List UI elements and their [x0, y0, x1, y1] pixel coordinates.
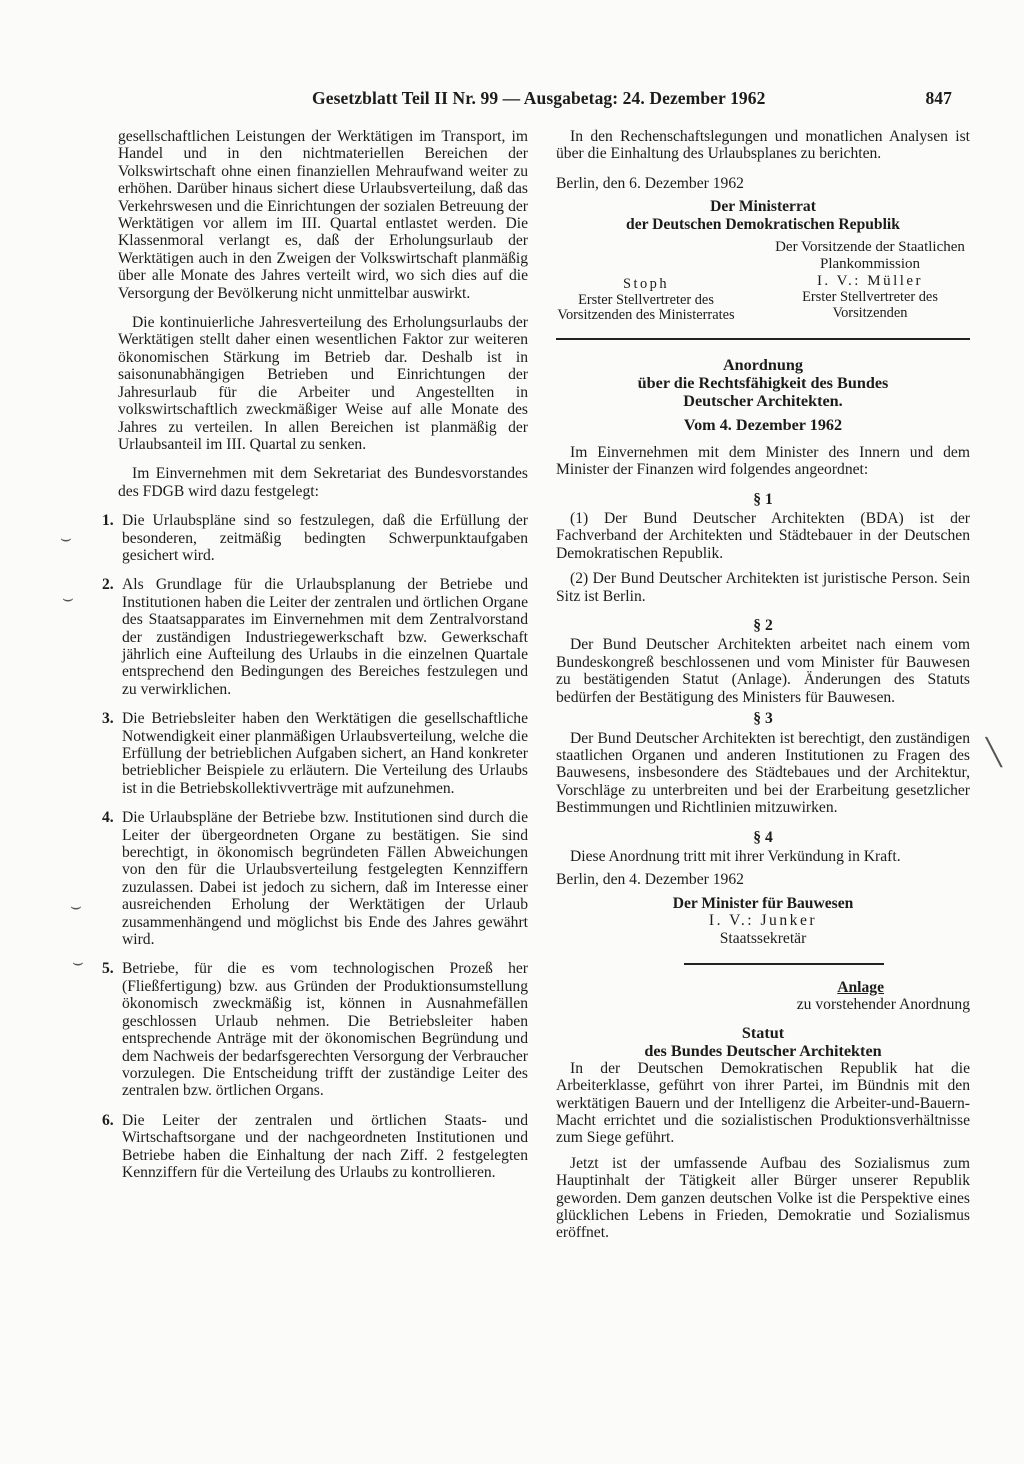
section-2-paragraph: Der Bund Deutscher Architekten arbeitet nach einem vom Bundeskongreß beschlossenen und vom Minister für Bauwesen zu bestätigenden Statut (Anlage). Änderungen des Statuts bedürfen der Bestätigung des Ministers für Bauwesen. [556, 636, 970, 706]
section-3-mark: § 3 [753, 710, 773, 728]
left-paragraph-3: Im Einvernehmen mit dem Sekretariat des Bundesvorstandes des FDGB wird dazu festgelegt: [118, 465, 528, 500]
signature-right-name: I. V.: Müller [816, 273, 924, 290]
margin-mark-icon: ╲ [986, 738, 1002, 768]
section-1-paragraph-1: (1) Der Bund Deutscher Architekten (BDA) ist der Fachverband der Architekten und Städtebauer in der Deutschen Demokratischen Republik. [556, 510, 970, 562]
list-item-number: 1. [102, 512, 114, 530]
ordinance-title-1: Anordnung [722, 355, 804, 374]
ordinance-title-3: Deutscher Architekten. [683, 391, 843, 410]
list-item [102, 576, 528, 698]
signature-left-title: Erster Stellvertreter des Vorsitzenden des Ministerrates [557, 291, 735, 324]
right-column [556, 128, 970, 1254]
annex-divider [684, 963, 884, 965]
statute-paragraph-1: In der Deutschen Demokratischen Republik hat die Arbeiterklasse, geführt von ihrer Partei, im Bündnis mit den werktätigen Bauern und der Intelligenz die Arbeiter-und-Bauern-Macht errichtet und die sozialistischen Produktionsverhältnisse zum Siege geführt. [556, 1059, 970, 1147]
signature-left-name: Stoph [622, 276, 670, 293]
list-item-number: 4. [102, 809, 114, 827]
ordinance-title-2: über die Rechtsfähigkeit des Bundes [637, 373, 889, 392]
dateline-1: Berlin, den 6. Dezember 1962 [556, 174, 744, 192]
right-paragraph-1: In den Rechenschaftslegungen und monatlichen Analysen ist über die Einhaltung des Urlaubsplanes zu berichten. [556, 128, 970, 163]
section-4-paragraph: Diese Anordnung tritt mit ihrer Verkündung in Kraft. [570, 847, 901, 865]
section-2-mark: § 2 [753, 617, 773, 635]
list-item-number: 6. [102, 1111, 114, 1129]
list-item [102, 1112, 528, 1182]
signature-right [770, 239, 970, 324]
margin-mark-icon: ⌣ [60, 528, 72, 549]
signature-left [556, 239, 736, 324]
list-item-text: Die Urlaubspläne sind so festzulegen, daß die Erfüllung der besonderen, zeitmäßig bedingten Schwerpunktaufgaben gesichert wird. [122, 512, 528, 564]
left-column [102, 128, 528, 1193]
list-item-number: 2. [102, 576, 114, 594]
council-name-1: Der Ministerrat [710, 198, 816, 216]
margin-mark-icon: ⌣ [62, 588, 74, 609]
list-item-text: Betriebe, für die es vom technologischen Prozeß her (Fließfertigung) bzw. aus Gründen der Produktionsumstellung ökonomisch zweckmäßig ist, können in Ausnahmefällen geschlossen Urlaub nehmen. Die Betriebsleiter haben entsprechende Anträge mit der ökonomischen Begründung und dem Nachweis der bedarfsgerechten Versorgung der Verbraucher vorzulegen. Die Entscheidung trifft der zuständige Leiter des zentralen bzw. örtlichen Organs. [122, 960, 528, 1100]
ordinance-intro: Im Einvernehmen mit dem Minister des Innern und dem Minister der Finanzen wird folgendes angeordnet: [556, 443, 970, 479]
margin-mark-icon: ⌣ [70, 896, 82, 917]
section-1-paragraph-2: (2) Der Bund Deutscher Architekten ist juristische Person. Sein Sitz ist Berlin. [556, 570, 970, 605]
margin-mark-icon: ⌣ [72, 952, 84, 973]
list-item-number: 3. [102, 710, 114, 728]
dateline-2: Berlin, den 4. Dezember 1962 [556, 871, 744, 889]
list-item-text: Die Urlaubspläne der Betriebe bzw. Institutionen sind durch die Leiter der übergeordneten Organe zu bestätigen. Sie sind berechtigt, in ökonomisch begründeten Fällen Abweichungen von den für die Urlaubsverteilung festgelegten Kennziffern zuzulassen. Dabei ist jedoch zu sichern, daß im Interesse einer ausreichenden Erholung der Werktätigen der Urlaub zusammenhängend und möglichst bis Ende des Jahres gewährt wird. [122, 809, 528, 949]
annex-subheading: zu vorstehender Anordnung [796, 996, 970, 1014]
section-1-mark: § 1 [753, 490, 773, 508]
list-item [102, 512, 528, 564]
signature-right-title: Erster Stellvertreter des Vorsitzenden [802, 289, 938, 321]
statute-title-2: des Bundes Deutscher Architekten [644, 1041, 882, 1060]
list-item-text: Als Grundlage für die Urlaubsplanung der Betriebe und Institutionen haben die Leiter der zentralen und örtlichen Organe des Staatsapparates im Einvernehmen mit dem Zentralvorstand der zuständigen Industriegewerkschaft bzw. Gewerkschaft jährlich eine Aufteilung des Urlaubs in die einzelnen Quartale entsprechend den Bedingungen des Bereiches festzulegen und zu verwirklichen. [122, 576, 528, 698]
header-title: Gesetzblatt Teil II Nr. 99 — Ausgabetag: 24. Dezember 1962 [312, 88, 766, 108]
statute-title-1: Statut [741, 1023, 785, 1042]
list-item [102, 809, 528, 948]
left-paragraph-2: Die kontinuierliche Jahresverteilung des Erholungsurlaubs der Werktätigen stellt daher einen wesentlichen Faktor zur weiteren ökonomischen Stärkung im Betrieb dar. Deshalb ist in saisonunabhängigen Betrieben und Einrichtungen der Jahresurlaub für die Arbeiter und Angestellten in volkswirtschaftlich zweckmäßiger Weise auf alle Monate des Jahres zu verteilen. In allen Bereichen ist planmäßig der Urlaubsanteil im III. Quartal zu senken. [118, 314, 528, 453]
page-number: 847 [925, 88, 952, 108]
list-item-text: Die Betriebsleiter haben den Werktätigen die gesellschaftliche Notwendigkeit einer planmäßigen Urlaubsverteilung, welche die Erfüllung der betrieblichen Aufgaben sichert, an Hand konkreter betrieblicher Beispiele zu erläutern. Die Verteilung des Urlaubs ist in die Betriebskollektivverträge mit aufzunehmen. [122, 710, 528, 797]
minister-title: Der Minister für Bauwesen [672, 894, 854, 912]
list-item [102, 960, 528, 1099]
list-item [102, 710, 528, 797]
annex-heading: Anlage [837, 978, 884, 996]
statute-paragraph-2: Jetzt ist der umfassende Aufbau des Sozialismus zum Hauptinhalt der Tätigkeit aller Bürger unserer Republik geworden. Dem ganzen deutschen Volke ist die Perspektive eines glücklichen Lebens in Frieden, Demokratie und Sozialismus eröffnet. [556, 1154, 970, 1242]
minister-role: Staatssekretär [719, 929, 807, 947]
section-3-paragraph: Der Bund Deutscher Architekten ist berechtigt, den zuständigen staatlichen Organen und anderen Institutionen zu Fragen des Bauwesens, insbesondere des Städtebaues und der Architektur, Vorschläge zu unterbreiten und bei der Erarbeitung gesetzlicher Bestimmungen und Richtlinien mitzuwirken. [556, 729, 970, 817]
minister-signature: I. V.: Junker [708, 912, 818, 930]
list-item-number: 5. [102, 960, 114, 978]
council-name-2: der Deutschen Demokratischen Republik [626, 215, 900, 233]
list-item-text: Die Leiter der zentralen und örtlichen Staats- und Wirtschaftsorgane und der nachgeordneten Institutionen und Betriebe haben die Einhaltung der nach Ziff. 2 festgelegten Kennziffern für die Verteilung des Urlaubs zu kontrollieren. [122, 1111, 528, 1181]
section-4-mark: § 4 [753, 828, 773, 846]
signature-block-1 [556, 239, 970, 324]
ordinance-date: Vom 4. Dezember 1962 [683, 415, 843, 434]
section-divider [556, 338, 970, 340]
left-paragraph-1: gesellschaftlichen Leistungen der Werktätigen im Transport, im Handel und in den nichtmateriellen Bereichen der Volkswirtschaft ohne einen finanziellen Mehraufwand weiter zu erhöhen. Darüber hinaus sichert diese Urlaubsverteilung, daß das Verkehrswesen und die Einrichtungen der sozialen Betreuung der Werktätigen vor allem im III. Quartal entlastet werden. Die Klassenmoral verlangt es, daß der Erholungsurlaub der Werktätigen auch in den Zweigen der Volkswirtschaft planmäßig über alle Monate des Jahres verteilt wird, wo sich dies auf die Versorgung der Bevölkerung nicht unmittelbar auswirkt. [118, 128, 528, 302]
signature-right-office: Der Vorsitzende der Staatlichen Plankommission [775, 239, 965, 273]
